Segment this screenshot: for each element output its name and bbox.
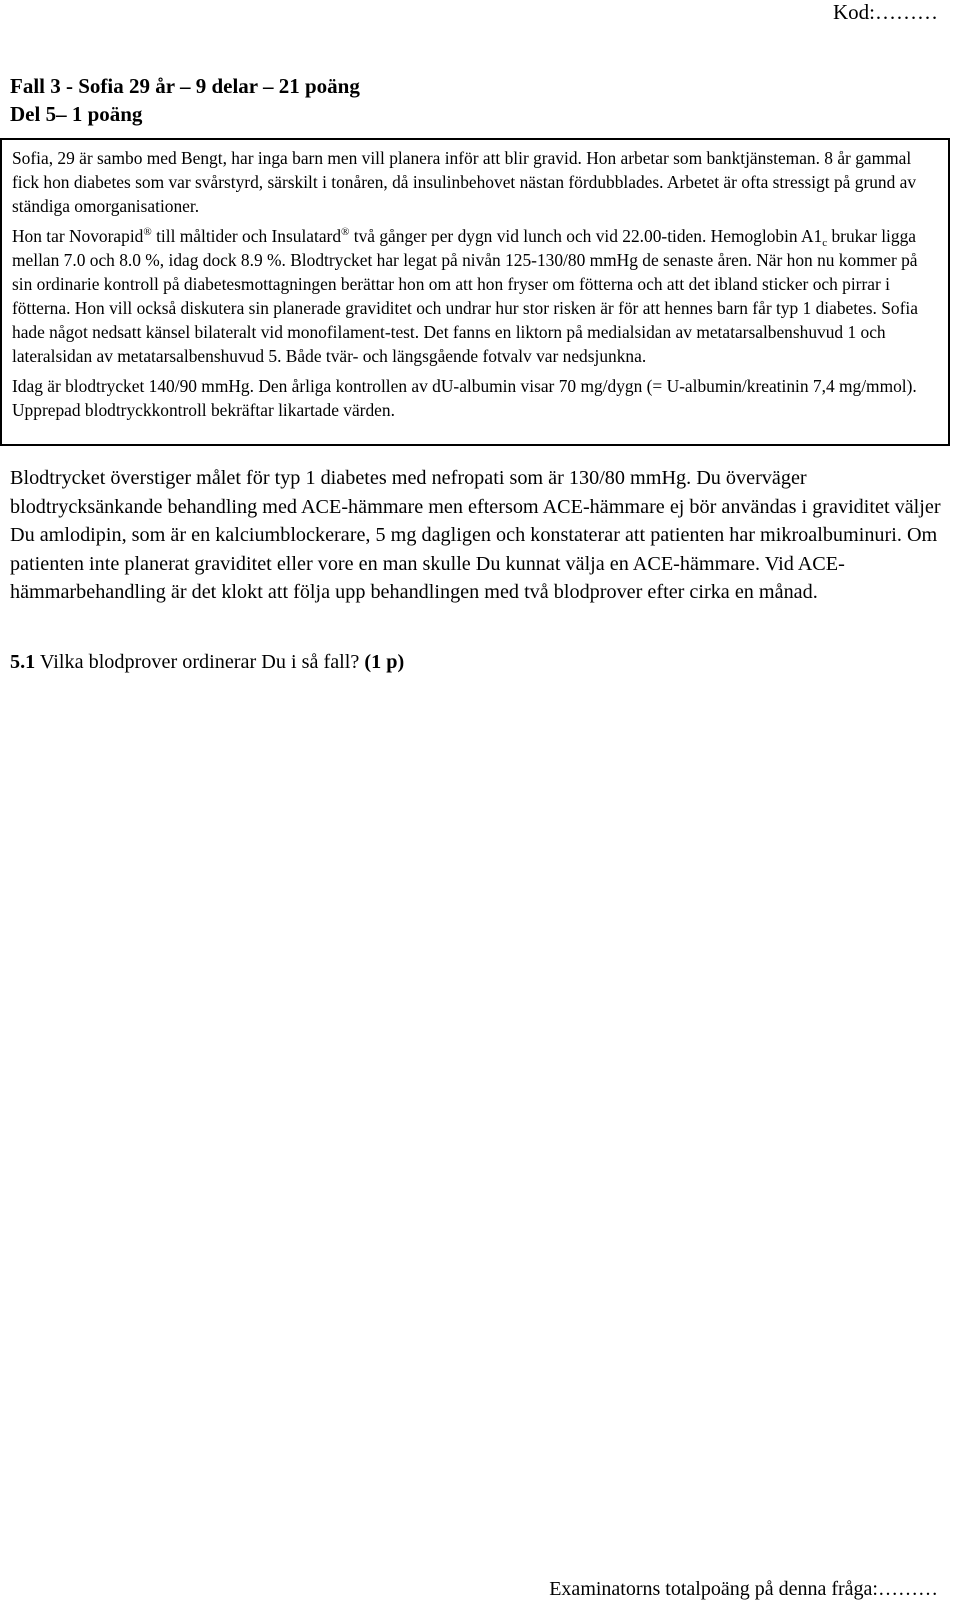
scenario-text: Blodtrycket överstiger målet för typ 1 diabetes med nefropati som är 130/80 mmHg. Du överväger blodtrycksänkande behandling med ACE-hämmare men eftersom ACE-hämmare ej bör användas i graviditet väljer Du amlodipin, som är en kalciumblockerare, 5 mg dagligen och konstaterar att patienten har mikroalbuminuri. Om patienten inte planerat graviditet eller vore en man skulle Du kunnat välja en ACE-hämmare. Vid ACE-hämmarbehandling är det klokt att följa upp behandlingen med två blodprover efter cirka en månad. xyxy=(10,467,941,603)
findings-text: brukar ligga mellan 7.0 och 8.0 %, idag dock 8.9 %. Blodtrycket har legat på nivån 125-130/80 mmHg de senaste åren. När hon nu kommer på sin ordinarie kontroll på diabetesmottagningen berättar hon om att hon fryser om fötterna och att det ibland sticker och pirrar i fötterna. Hon vill också diskutera sin planerade graviditet och undrar hur stor risken är för att hennes barn får typ 1 diabetes. Sofia hade något nedsatt känsel bilateralt vid monofilament-test. Det fanns en liktorn på medialsidan av metatarsalbenshuvud 1 och lateralsidan av metatarsalbenshuvud 5. Både tvär- och längsgående fotvalv var nedsjunkna. xyxy=(12,226,918,366)
part-title-line: Del 5– 1 poäng xyxy=(10,102,143,126)
hba1c-subscript: c xyxy=(822,237,828,249)
case-description-box xyxy=(0,138,950,446)
hba1c-text: två gånger per dygn vid lunch och vid 22.00-tiden. Hemoglobin A1 xyxy=(349,226,823,246)
insulin-text-2: till måltider och Insulatard xyxy=(151,226,342,246)
registered-mark: ® xyxy=(143,226,152,238)
question-text: Vilka blodprover ordinerar Du i så fall? xyxy=(35,651,365,673)
question-number: 5.1 xyxy=(10,651,36,673)
case-title xyxy=(10,72,360,128)
case-paragraph-background: Sofia, 29 är sambo med Bengt, har inga barn men vill planera inför att blir gravid. Hon arbetar som banktjänsteman. 8 år gammal fick hon diabetes som var svårstyrd, särskilt i tonåren, då insulinbehovet nästan fördubblades. Arbetet är ofta stressigt på grund av ständiga omorganisationer. xyxy=(12,148,917,216)
question-5-1 xyxy=(10,648,404,676)
registered-mark: ® xyxy=(341,226,350,238)
insulin-text-1: Hon tar Novorapid xyxy=(12,226,144,246)
case-paragraph-today: Idag är blodtrycket 140/90 mmHg. Den årliga kontrollen av dU-albumin visar 70 mg/dygn (= U-albumin/kreatinin 7,4 mg/mmol). Upprepad blodtryckkontroll bekräftar likartade värden. xyxy=(12,376,917,420)
case-paragraph-findings xyxy=(12,224,938,368)
question-points: (1 p) xyxy=(364,651,405,673)
case-title-line: Fall 3 - Sofia 29 år – 9 delar – 21 poäng xyxy=(10,74,360,98)
code-field-label: Kod:……… xyxy=(833,0,938,24)
examiner-total-label: Examinatorns totalpoäng på denna fråga:……… xyxy=(549,1578,938,1600)
